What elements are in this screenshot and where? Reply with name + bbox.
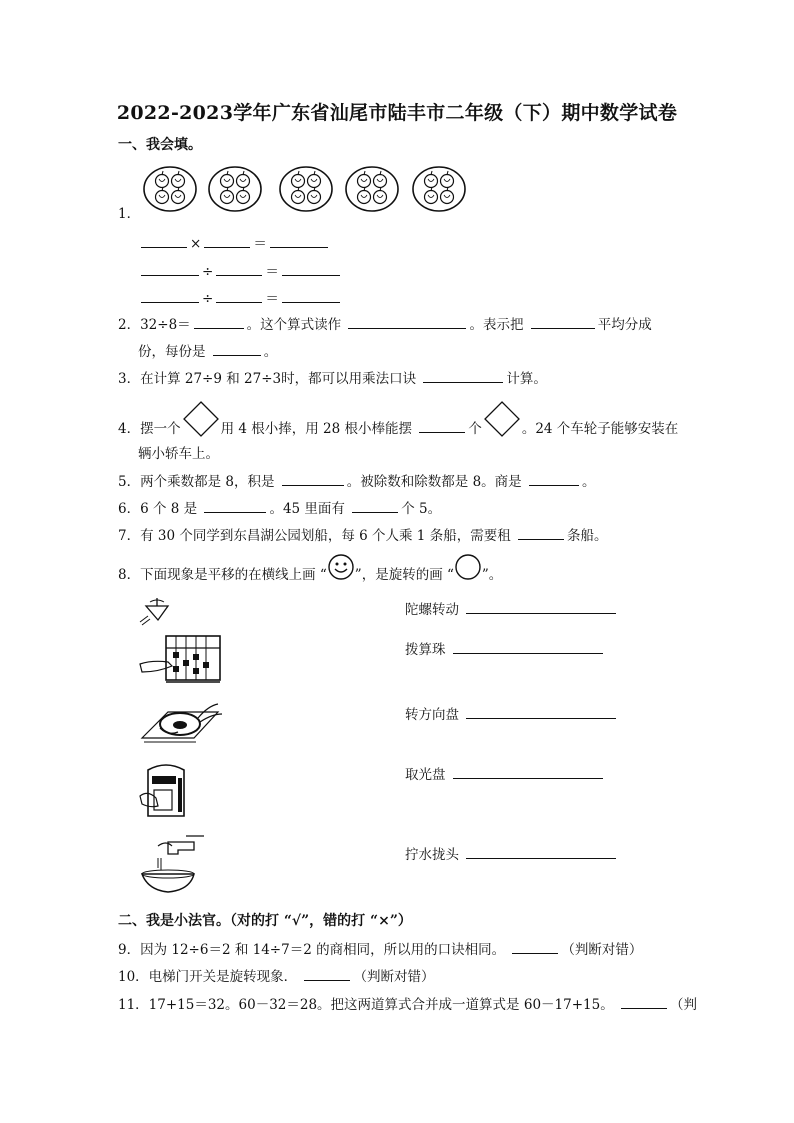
q8-item-5 (405, 843, 619, 863)
q4-line-2: 辆小轿车上。 (138, 446, 219, 462)
answer-blank[interactable] (453, 764, 603, 779)
q5-line (118, 471, 595, 491)
answer-blank[interactable] (141, 288, 199, 303)
answer-blank[interactable] (213, 341, 261, 356)
section-1-heading: 一、我会填。 (118, 137, 202, 153)
answer-blank[interactable] (621, 994, 667, 1009)
q8-text: ”，是旋转的画 “ (354, 567, 454, 583)
q8-item-2 (405, 638, 606, 658)
q7-text: 条船。 (567, 528, 608, 544)
smiley-face-icon (327, 553, 355, 581)
q4-text: 。24 个车轮子能够安装在 (521, 421, 679, 437)
item-label: 陀螺转动 (405, 602, 459, 618)
q2-text: 。这个算式读作 (246, 317, 342, 333)
q2-text: 2．32÷8＝ (118, 317, 191, 333)
q11-text: （判 (670, 997, 697, 1013)
q8-line (118, 566, 502, 584)
q4-text: 用 4 根小捧，用 28 根小棒能摆 (220, 421, 413, 437)
answer-blank[interactable] (282, 471, 344, 486)
diamond-shape-icon (482, 399, 522, 439)
answer-blank[interactable] (419, 418, 465, 433)
q11-line (118, 994, 697, 1014)
q5-text: 5．两个乘数都是 8，积是 (118, 474, 275, 490)
answer-blank[interactable] (204, 233, 250, 248)
q9-text: （判断对错） (561, 942, 643, 958)
cd-player-icon (138, 760, 194, 824)
answer-blank[interactable] (141, 261, 199, 276)
q4-text: 个 (468, 421, 482, 437)
steering-wheel-icon (138, 698, 224, 748)
q8-item-1 (405, 598, 619, 618)
answer-blank[interactable] (282, 288, 340, 303)
q7-text: 7．有 30 个同学到东昌湖公园划船，每 6 个人乘 1 条船，需要租 (118, 528, 511, 544)
q2-line-1 (118, 314, 652, 334)
answer-blank[interactable] (348, 314, 466, 329)
abacus-icon (138, 632, 224, 686)
circle-icon (454, 553, 482, 581)
answer-blank[interactable] (531, 314, 595, 329)
q10-text: （判断对错） (353, 969, 435, 985)
q2-text: 份，每份是 (138, 344, 206, 360)
diamond-shape-icon (181, 399, 221, 439)
answer-blank[interactable] (216, 288, 262, 303)
apple-group-icon (411, 165, 467, 213)
divide-sign: ÷ (202, 291, 214, 307)
q5-text: 。被除数和除数都是 8。商是 (346, 474, 522, 490)
apple-group-icon (142, 165, 198, 213)
answer-blank[interactable] (529, 471, 579, 486)
q8-text: 8．下面现象是平移的在横线上画 “ (118, 567, 327, 583)
divide-sign: ÷ (202, 264, 214, 280)
answer-blank[interactable] (216, 261, 262, 276)
page-title: 2022-2023学年广东省汕尾市陆丰市二年级（下）期中数学试卷 (116, 102, 678, 124)
apple-group-icon (278, 165, 334, 213)
q7-line (118, 525, 608, 545)
q2-text: 平均分成 (597, 317, 652, 333)
q8-text: ”。 (481, 567, 503, 583)
equals-sign: ＝ (265, 291, 279, 307)
q2-text: 。 (263, 344, 278, 360)
answer-blank[interactable] (423, 368, 503, 383)
q3-line (118, 368, 547, 388)
q3-text: 3．在计算 27÷9 和 27÷3时，都可以用乘法口诀 (118, 371, 417, 387)
q5-text: 。 (581, 474, 596, 490)
answer-blank[interactable] (453, 639, 603, 654)
q1-equation-2 (138, 260, 343, 280)
answer-blank[interactable] (352, 498, 398, 513)
q9-line (118, 939, 642, 959)
answer-blank[interactable] (466, 704, 616, 719)
apple-group-icon (344, 165, 400, 213)
q6-line (118, 498, 441, 518)
q10-line (118, 966, 434, 986)
item-label: 拨算珠 (405, 642, 446, 658)
answer-blank[interactable] (270, 233, 328, 248)
q4-line-1 (118, 418, 678, 439)
q8-item-4 (405, 763, 606, 783)
q4-text: 4．摆一个 (118, 421, 181, 437)
apple-group-icon (207, 165, 263, 213)
q1-equation-3 (138, 287, 343, 307)
item-label: 取光盘 (405, 767, 446, 783)
answer-blank[interactable] (141, 233, 187, 248)
item-label: 拧水拢头 (405, 847, 459, 863)
answer-blank[interactable] (512, 939, 558, 954)
q2-line-2 (138, 341, 277, 361)
q1-number: 1． (118, 206, 141, 222)
equals-sign: ＝ (265, 264, 279, 280)
q3-text: 计算。 (506, 371, 547, 387)
q6-text: 6．6 个 8 是 (118, 501, 198, 517)
q9-text: 9．因为 12÷6＝2 和 14÷7＝2 的商相同，所以用的口诀相同。 (118, 942, 506, 958)
answer-blank[interactable] (194, 314, 244, 329)
water-faucet-icon (138, 834, 208, 896)
q11-text: 11．17+15＝32。60－32＝28。把这两道算式合并成一道算式是 60－17+15。 (118, 997, 614, 1013)
spinning-top-icon (138, 596, 178, 626)
item-label: 转方向盘 (405, 707, 459, 723)
answer-blank[interactable] (204, 498, 266, 513)
equals-sign: ＝ (253, 236, 267, 252)
q10-text: 10．电梯门开关是旋转现象． (118, 969, 298, 985)
q8-item-3 (405, 703, 619, 723)
times-sign: × (190, 236, 202, 252)
answer-blank[interactable] (518, 525, 564, 540)
q2-text: 。表示把 (469, 317, 524, 333)
answer-blank[interactable] (466, 599, 616, 614)
section-2-heading: 二、我是小法官。（对的打 “√”，错的打 “×”） (118, 913, 412, 929)
q6-text: 个 5。 (401, 501, 442, 517)
q6-text: 。45 里面有 (269, 501, 345, 517)
answer-blank[interactable] (282, 261, 340, 276)
q1-equation-1 (138, 232, 331, 252)
answer-blank[interactable] (466, 844, 616, 859)
answer-blank[interactable] (304, 966, 350, 981)
